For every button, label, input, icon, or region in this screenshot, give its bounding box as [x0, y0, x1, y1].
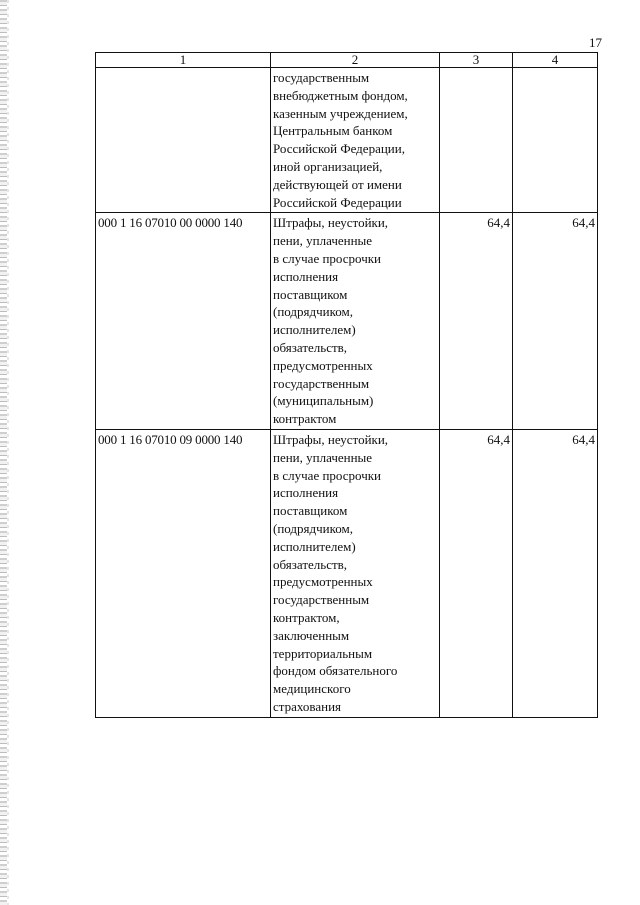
description-line: казенным учреждением, [273, 105, 408, 121]
description-line: пени, уплаченные [273, 233, 373, 249]
description-line: в случае просрочки [273, 250, 381, 266]
description-line: поставщиком [273, 503, 348, 519]
description-line: обязательств, [273, 556, 348, 572]
column-header-2: 2 [271, 53, 440, 68]
description-line: Российской Федерации [273, 194, 402, 210]
description-line: (муниципальным) [273, 393, 374, 409]
description-line: поставщиком [273, 286, 348, 302]
description-line: исполнения [273, 268, 339, 284]
description-line: государственным [273, 375, 370, 391]
description-line: контрактом, [273, 609, 340, 625]
description-cell [271, 213, 440, 430]
scan-binding-shadow [7, 0, 9, 905]
table-body [96, 68, 598, 718]
description-line: иной организацией, [273, 158, 383, 174]
description-line: медицинского [273, 681, 351, 697]
description-line: исполнителем) [273, 322, 356, 338]
column-header-4: 4 [513, 53, 598, 68]
budget-table [95, 52, 598, 718]
amount-col4-cell: 64,4 [513, 213, 598, 430]
description-line: (подрядчиком, [273, 520, 353, 536]
description-line: исполнителем) [273, 538, 356, 554]
amount-col3-cell: 64,4 [440, 213, 513, 430]
amount-col3-cell [440, 68, 513, 213]
page-number: 17 [589, 35, 602, 50]
budget-code-cell: 000 1 16 07010 09 0000 140 [96, 429, 271, 717]
table-row [96, 68, 598, 213]
description-line: предусмотренных [273, 574, 373, 590]
description-line: пени, уплаченные [273, 449, 373, 465]
amount-col4-cell: 64,4 [513, 429, 598, 717]
description-cell [271, 68, 440, 213]
description-line: Центральным банком [273, 123, 393, 139]
budget-code-cell [96, 68, 271, 213]
description-line: исполнения [273, 485, 339, 501]
description-line: (подрядчиком, [273, 304, 353, 320]
table-header-row [96, 53, 598, 68]
description-line: государственным [273, 592, 370, 608]
description-cell [271, 429, 440, 717]
amount-col3-cell: 64,4 [440, 429, 513, 717]
column-header-3: 3 [440, 53, 513, 68]
description-line: заключенным [273, 627, 350, 643]
description-line: контрактом [273, 411, 337, 427]
description-line: государственным [273, 70, 370, 85]
description-line: в случае просрочки [273, 467, 381, 483]
budget-code-cell: 000 1 16 07010 00 0000 140 [96, 213, 271, 430]
scan-binding-edge [0, 0, 7, 905]
description-line: действующей от имени [273, 176, 402, 192]
description-line: Штрафы, неустойки, [273, 215, 389, 231]
column-header-1: 1 [96, 53, 271, 68]
table-row [96, 429, 598, 717]
description-line: Штрафы, неустойки, [273, 431, 389, 447]
amount-col4-cell [513, 68, 598, 213]
description-line: территориальным [273, 645, 373, 661]
description-line: предусмотренных [273, 357, 373, 373]
description-line: фондом обязательного [273, 663, 398, 679]
description-line: Российской Федерации, [273, 141, 405, 157]
table-row [96, 213, 598, 430]
description-line: внебюджетным фондом, [273, 87, 408, 103]
description-line: обязательств, [273, 339, 348, 355]
description-line: страхования [273, 698, 342, 714]
